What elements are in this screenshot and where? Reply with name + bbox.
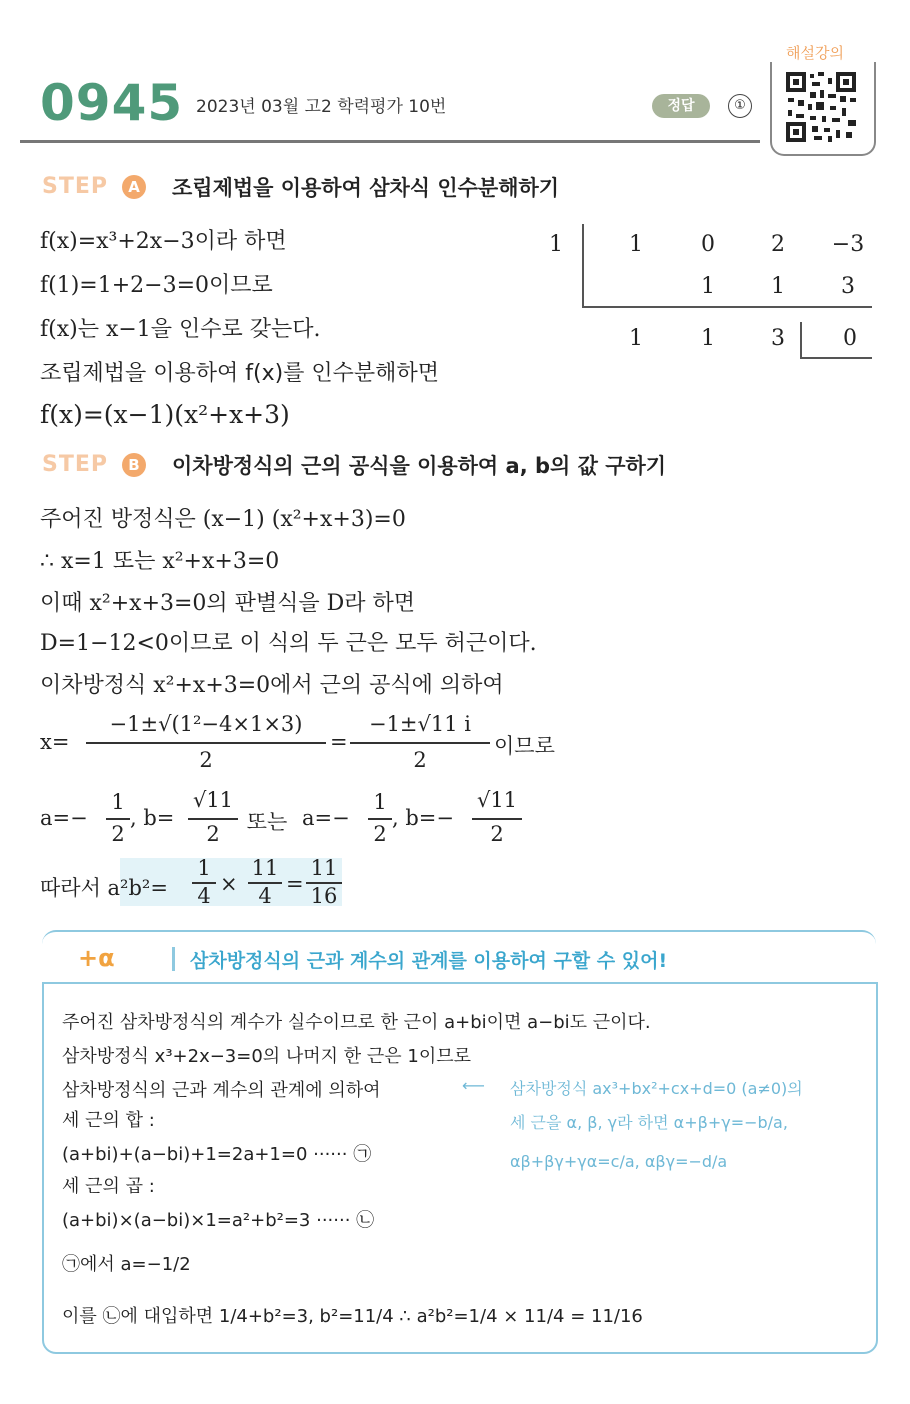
synthetic-remainder: 0 — [843, 326, 857, 351]
ab-text: , b= — [130, 806, 175, 830]
synthetic-cell: 1 — [771, 274, 785, 299]
step-b-label: STEP — [42, 452, 109, 477]
formula-tail: 이므로 — [494, 734, 555, 758]
tip-line-9: 이를 ㉡에 대입하면 1/4+b²=3, b²=11/4 ∴ a²b²=1/4 × 11/4 = 11/16 — [62, 1306, 643, 1327]
step-a-line-2: f(1)=1+2−3=0이므로 — [40, 273, 273, 298]
synthetic-cell: 3 — [771, 326, 785, 351]
step-b-badge: B — [122, 453, 146, 477]
step-b-line-5: 이차방정식 x²+x+3=0에서 근의 공식에 의하여 — [40, 673, 504, 698]
synthetic-cell: −3 — [831, 232, 865, 257]
formula-denominator-1: 2 — [199, 748, 213, 772]
fraction-bar — [86, 742, 326, 744]
arrow-left-icon: ⟵ — [462, 1076, 485, 1095]
plus-alpha-icon: +α — [78, 944, 115, 972]
fraction-den: 2 — [206, 822, 220, 846]
step-a-line-5: f(x)=(x−1)(x²+x+3) — [40, 400, 290, 429]
step-a-badge: A — [122, 175, 146, 199]
tip-line-5: (a+bi)+(a−bi)+1=2a+1=0 ······ ㉠ — [62, 1144, 372, 1165]
tip-note-1: 삼차방정식 ax³+bx²+cx+d=0 (a≠0)의 — [510, 1079, 803, 1098]
problem-number: 0945 — [40, 74, 184, 132]
problem-source: 2023년 03월 고2 학력평가 10번 — [196, 97, 447, 117]
synthetic-cell: 1 — [701, 274, 715, 299]
synthetic-remainder-vline — [800, 322, 802, 358]
tip-line-6: 세 근의 곱 : — [62, 1176, 155, 1197]
synthetic-cell: 1 — [629, 232, 643, 257]
synthetic-cell: 0 — [701, 232, 715, 257]
step-b-line-2: ∴ x=1 또는 x²+x+3=0 — [40, 549, 280, 574]
fraction-den: 2 — [490, 822, 504, 846]
tip-note-3: αβ+βγ+γα=c/a, αβγ=−d/a — [510, 1152, 728, 1171]
fraction-bar — [106, 818, 130, 820]
tip-line-1: 주어진 삼차방정식의 계수가 실수이므로 한 근이 a+bi이면 a−bi도 근이다. — [62, 1012, 651, 1033]
tip-line-7: (a+bi)×(a−bi)×1=a²+b²=3 ······ ㉡ — [62, 1210, 375, 1231]
synthetic-hline — [582, 306, 872, 308]
formula-numerator-2: −1±√11 i — [368, 712, 472, 736]
answer-value: ① — [728, 94, 752, 118]
ab-or: 또는 — [240, 810, 294, 834]
tip-box — [42, 982, 878, 1354]
tip-title: 삼차방정식의 근과 계수의 관계를 이용하여 구할 수 있어! — [190, 950, 668, 972]
qr-code-icon[interactable] — [784, 70, 858, 144]
fraction-num: 11 — [310, 856, 338, 880]
fraction-num: 11 — [251, 856, 279, 880]
step-a-label: STEP — [42, 174, 109, 199]
synthetic-division — [550, 224, 880, 364]
synthetic-divisor: 1 — [549, 232, 563, 257]
fraction-bar — [368, 818, 392, 820]
ab-values — [40, 784, 560, 850]
final-eq: = — [286, 872, 304, 896]
synthetic-cell: 1 — [701, 326, 715, 351]
fraction-bar — [472, 818, 522, 820]
fraction-bar — [350, 742, 490, 744]
synthetic-remainder-hline — [800, 357, 872, 359]
final-times: × — [220, 872, 238, 896]
synthetic-cell: 3 — [841, 274, 855, 299]
tip-line-8: ㉠에서 a=−1/2 — [62, 1254, 191, 1275]
fraction-bar — [188, 818, 238, 820]
fraction-den: 16 — [310, 884, 338, 908]
fraction-num: 1 — [197, 856, 211, 880]
fraction-den: 2 — [373, 822, 387, 846]
step-a-line-1: f(x)=x³+2x−3이라 하면 — [40, 229, 287, 254]
step-a-title: 조립제법을 이용하여 삼차식 인수분해하기 — [172, 176, 560, 200]
tip-separator — [172, 947, 175, 971]
final-answer — [40, 852, 360, 912]
tip-line-3: 삼차방정식의 근과 계수의 관계에 의하여 — [62, 1080, 381, 1101]
fraction-num: 1 — [373, 790, 387, 814]
final-prefix: 따라서 a²b²= — [40, 876, 168, 900]
formula-lhs: x= — [40, 730, 70, 754]
fraction-num: 1 — [111, 790, 125, 814]
fraction-den: 4 — [258, 884, 272, 908]
step-a-line-4: 조립제법을 이용하여 f(x)를 인수분해하면 — [40, 361, 439, 386]
ab-text: a=− — [40, 806, 88, 830]
fraction-num: √11 — [476, 788, 518, 812]
step-b-line-1: 주어진 방정식은 (x−1) (x²+x+3)=0 — [40, 507, 406, 532]
quadratic-formula — [40, 710, 580, 780]
step-b-title: 이차방정식의 근의 공식을 이용하여 a, b의 값 구하기 — [172, 454, 667, 478]
synthetic-vline — [582, 224, 584, 308]
tip-line-4: 세 근의 합 : — [62, 1110, 155, 1131]
ab-text: , b=− — [392, 806, 454, 830]
formula-denominator-2: 2 — [413, 748, 427, 772]
formula-equals: = — [330, 730, 348, 754]
tip-note-2: 세 근을 α, β, γ라 하면 α+β+γ=−b/a, — [510, 1113, 788, 1132]
fraction-den: 2 — [111, 822, 125, 846]
ab-text: a=− — [302, 806, 350, 830]
formula-numerator-1: −1±√(1²−4×1×3) — [109, 712, 303, 736]
fraction-num: √11 — [192, 788, 234, 812]
step-b-line-4: D=1−12<0이므로 이 식의 두 근은 모두 허근이다. — [40, 631, 537, 656]
answer-badge: 정답 — [652, 94, 710, 118]
tip-line-2: 삼차방정식 x³+2x−3=0의 나머지 한 근은 1이므로 — [62, 1046, 472, 1067]
synthetic-cell: 2 — [771, 232, 785, 257]
synthetic-cell: 1 — [629, 326, 643, 351]
header-divider — [20, 140, 760, 143]
step-b-line-3: 이때 x²+x+3=0의 판별식을 D라 하면 — [40, 591, 416, 616]
lecture-label[interactable]: 해설강의 — [786, 44, 844, 62]
step-a-line-3: f(x)는 x−1을 인수로 갖는다. — [40, 317, 321, 342]
fraction-den: 4 — [197, 884, 211, 908]
